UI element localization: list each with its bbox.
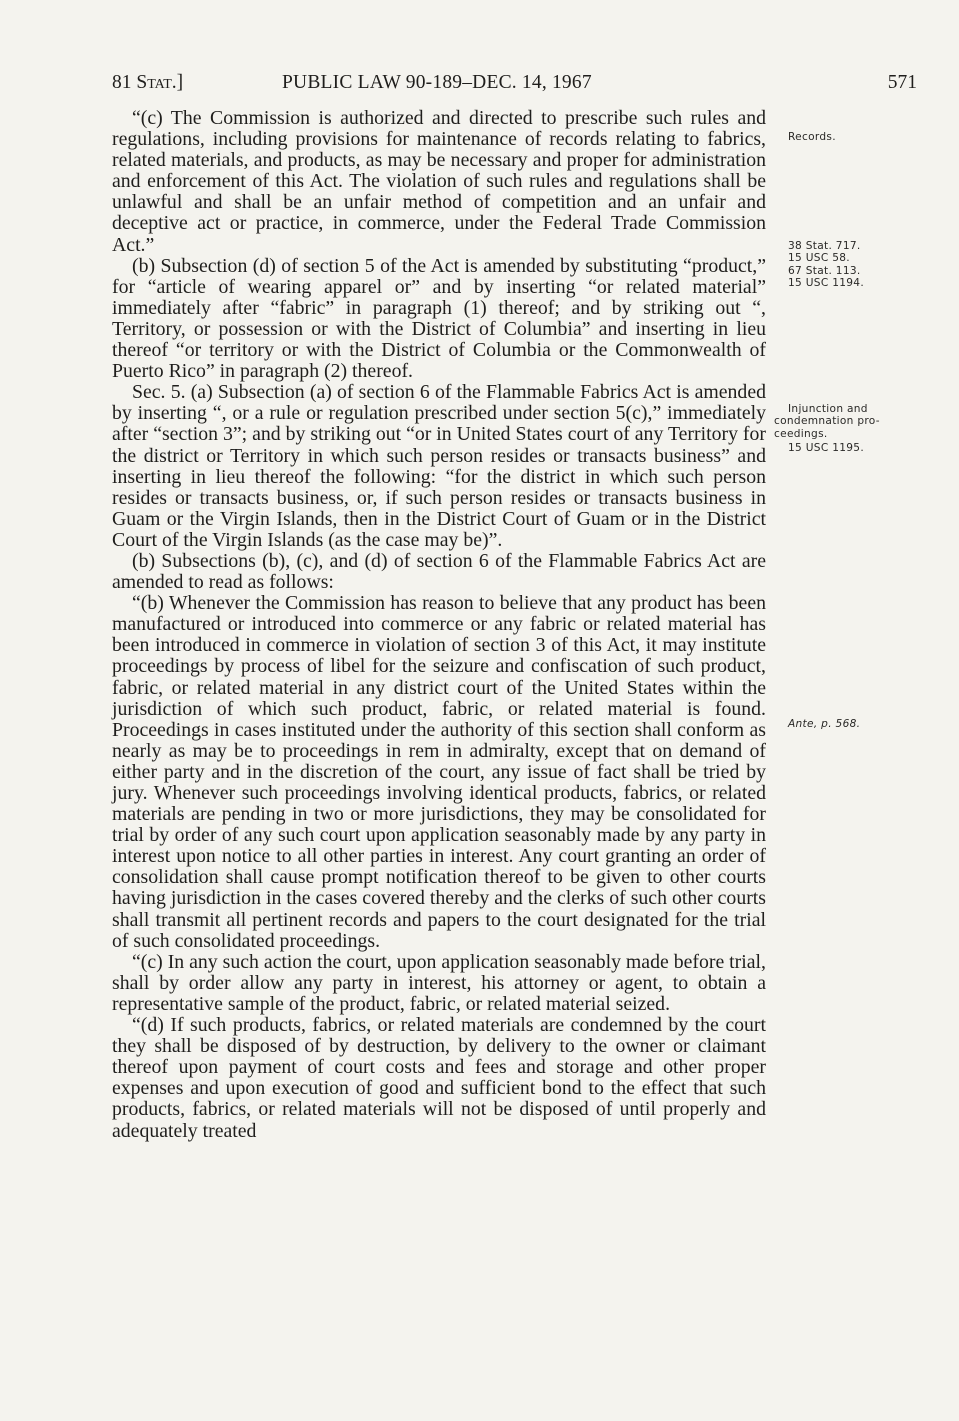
margin-records-label: Records.	[788, 131, 836, 143]
body-text	[112, 108, 766, 1142]
page-header	[112, 68, 917, 98]
page-number: 571	[887, 72, 917, 93]
header-volume-number: 81	[112, 72, 132, 93]
header-stat-label: Stat.	[136, 72, 177, 93]
margin-note-records	[788, 131, 918, 143]
margin-citation: 15 USC 58.	[788, 252, 850, 265]
paragraph-quoted-c-sample: “(c) In any such action the court, upon application seasonably made before trial, shall by order allow any party in interest, his attorney or agent, to obtain a representative sample of the product, fabric, or related material seized.	[112, 950, 766, 1015]
margin-injunction-line: Injunction and	[788, 403, 868, 415]
header-title: PUBLIC LAW 90-189–DEC. 14, 1967	[282, 72, 592, 93]
paragraph-section-5a: Sec. 5. (a) Subsection (a) of section 6 of the Flammable Fabrics Act is amended by inserting “, or a rule or regulation prescribed under section 5(c),” immediately after “section 3”; and by striking out “or in United States court of any Territory for the district or Territory in which such person resides or transacts business” and inserting in lieu thereof the following: “for the district in which such person resides or transacts business, or, if such person resides or transacts business in Guam or the Virgin Islands, then in the District Court of Guam or in the District Court of the Virgin Islands (as the case may be)”.	[112, 381, 766, 551]
margin-note-citations	[788, 240, 918, 290]
margin-note-ante	[788, 718, 918, 730]
paragraph-quoted-b-libel: “(b) Whenever the Commission has reason to believe that any product has been manufactured or introduced into commerce or any fabric or related material has been introduced in commerce in violation of section 3 of this Act, it may institute proceedings by process of libel for the seizure and confiscation of such product, fabric, or related material in any district court of the United States within the jurisdiction of which such product, fabric, or related material is found. Proceedings in cases instituted under the authority of this section shall conform as nearly as may be to proceedings in rem in admiralty, except that on demand of either party and in the discretion of the court, any issue of fact shall be tried by jury. Whenever such proceedings involving identical products, fabrics, or related materials are pending in two or more jurisdictions, they may be consolidated for trial by order of any such court upon application seasonably made by any party in interest upon notice to all other parties in interest. Any court granting an order of consolidation shall cause prompt notification thereof to be given to other courts having jurisdiction in the cases covered thereby and the clerks of such other courts shall transmit all pertinent records and papers to the court designated for the trial of such consolidated proceedings.	[112, 592, 766, 952]
margin-note-injunction	[774, 403, 904, 455]
margin-injunction-line: condemnation pro-	[774, 415, 880, 428]
margin-ante-reference: Ante, p. 568.	[788, 718, 861, 730]
paragraph-quoted-d-condemned: “(d) If such products, fabrics, or related materials are condemned by the court they shall be disposed of by destruction, by delivery to the owner or claimant thereof upon payment of court costs and fees and storage and other proper expenses and upon execution of good and sufficient bond to the effect that such products, fabrics, or related materials will not be disposed of until properly and adequately treated	[112, 1014, 766, 1142]
paragraph-section-5b: (b) Subsections (b), (c), and (d) of section 6 of the Flammable Fabrics Act are amended to read as follows:	[112, 549, 766, 594]
margin-injunction-line: ceedings.	[774, 427, 828, 440]
margin-citation: 15 USC 1195.	[788, 442, 865, 455]
header-bracket: ]	[176, 72, 184, 93]
header-statute-volume	[112, 68, 183, 98]
margin-citation: 15 USC 1194.	[788, 277, 865, 290]
paragraph-subsection-c-rules: “(c) The Commission is authorized and directed to prescribe such rules and regulations, including provisions for maintenance of records relating to fabrics, related materials, and products, as may be necessary and proper for administration and enforcement of this Act. The violation of such rules and regulations shall be unlawful and shall be an unfair method of competition and an unfair and deceptive act or practice, in commerce, under the Federal Trade Commission Act.”	[112, 107, 766, 256]
paragraph-subsection-b-amendment: (b) Subsection (d) of section 5 of the Act is amended by substituting “product,” for “article of wearing apparel or” and by inserting “or related material” immediately after “fabric” in paragraph (1) thereof; and by striking out “, Territory, or possession or with the District of Columbia” and inserting in lieu thereof “or territory or with the District of Columbia or the Commonwealth of Puerto Rico” in paragraph (2) thereof.	[112, 254, 766, 383]
margin-citation: 67 Stat. 113.	[788, 264, 861, 277]
margin-citation: 38 Stat. 717.	[788, 240, 861, 252]
